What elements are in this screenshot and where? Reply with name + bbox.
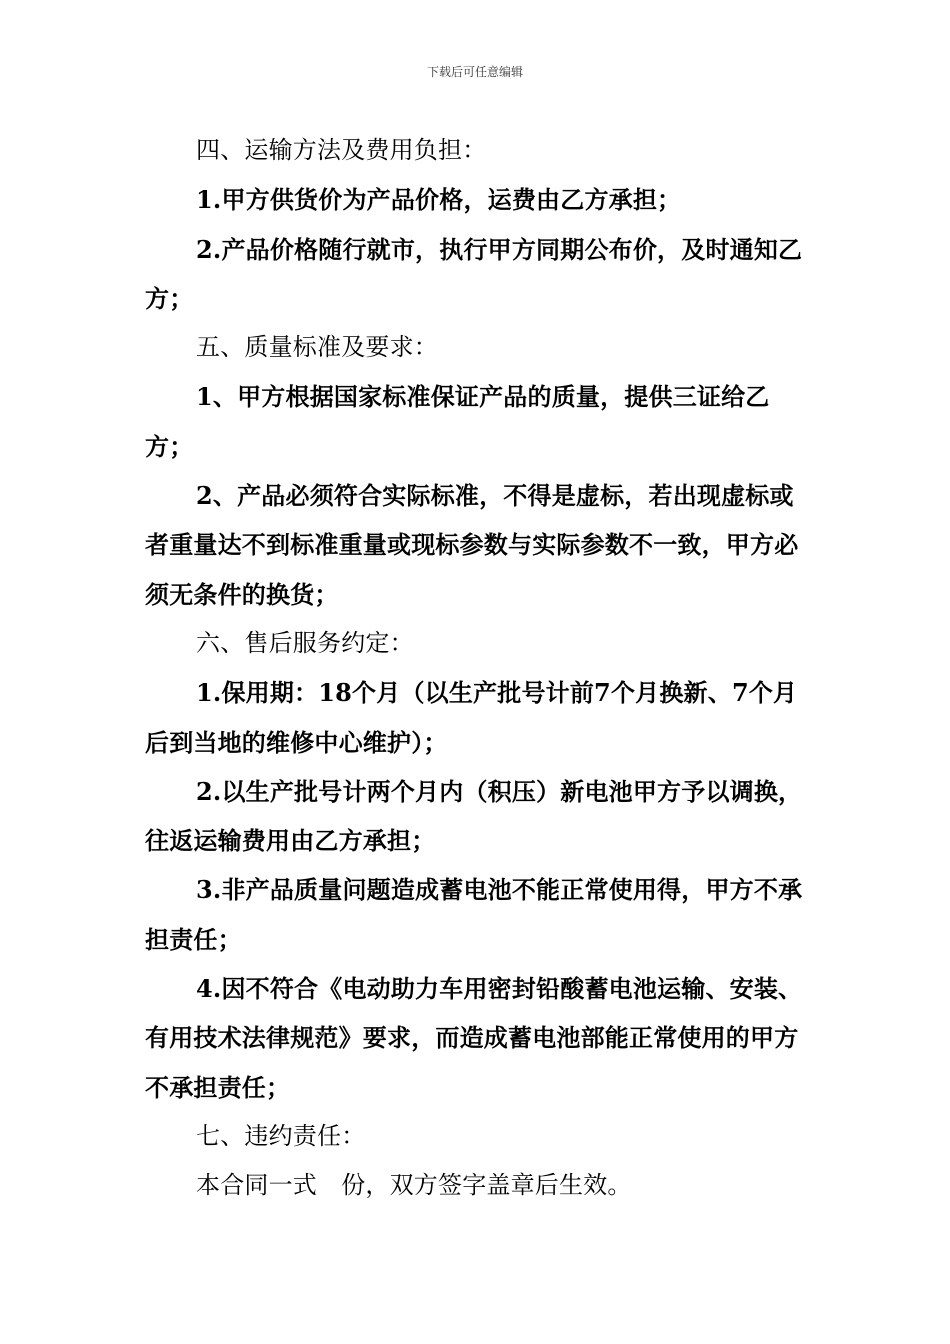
- section-heading-quality: 五、质量标准及要求：: [196, 333, 438, 362]
- section-heading-transport: 四、运输方法及费用负担：: [196, 136, 487, 164]
- document-body: [145, 126, 810, 1211]
- section-heading-liability: 七、违约责任：: [196, 1121, 366, 1150]
- clause-after-sales-1: 1.保用期：18个月（以生产批号计前7个月换新、7个月后到当地的维修中心维护）；: [145, 678, 798, 757]
- clause-after-sales-3: 3.非产品质量问题造成蓄电池不能正常使用得，甲方不承担责任；: [145, 875, 803, 954]
- clause-transport-1: 1.甲方供货价为产品价格，运费由乙方承担；: [196, 185, 682, 215]
- clause-after-sales-2: 2.以生产批号计两个月内（积压）新电池甲方予以调换，往返运输费用由乙方承担；: [145, 776, 803, 856]
- closing-statement: 本合同一式 份，双方签字盖章后生效。: [196, 1171, 632, 1200]
- clause-transport-2: 2.产品价格随行就市，执行甲方同期公布价，及时通知乙方；: [145, 234, 803, 313]
- clause-quality-2: 2、产品必须符合实际标准，不得是虚标，若出现虚标或者重量达不到标准重量或现标参数与实际参数不一致，甲方必须无条件的换货；: [145, 481, 799, 609]
- section-heading-after-sales: 六、售后服务约定：: [196, 628, 414, 657]
- page-header: 下载后可任意编辑: [426, 65, 523, 79]
- clause-quality-1: 1、甲方根据国家标准保证产品的质量，提供三证给乙方；: [145, 382, 770, 461]
- clause-after-sales-4: 4.因不符合《电动助力车用密封铅酸蓄电池运输、安装、有用技术法律规范》要求，而造成蓄电池部能正常使用的甲方不承担责任；: [145, 974, 803, 1102]
